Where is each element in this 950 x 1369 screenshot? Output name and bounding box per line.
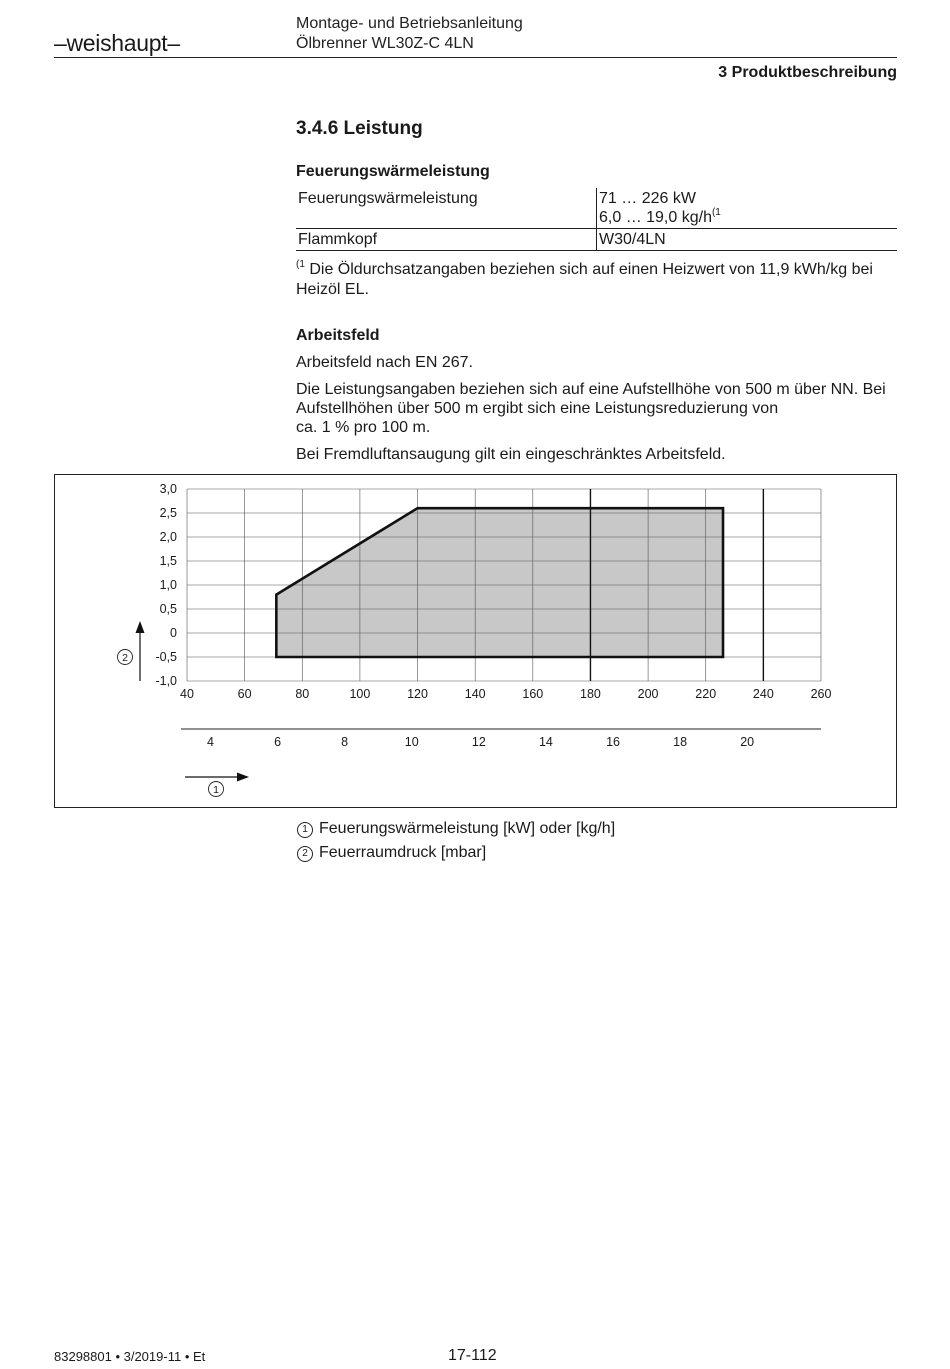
x-tick-label: 60 [237, 687, 252, 701]
x-tick-label: 80 [295, 687, 310, 701]
secondary-x-tick-label: 4 [207, 735, 214, 749]
header-rule [54, 57, 897, 58]
y-tick-label: 1,0 [159, 578, 177, 592]
footnote: $^{(1}$ Die Öldurchsatzangaben beziehen sich auf einen Heizwert von 11,9 kWh/kg bei [296, 258, 873, 278]
working-field-area [276, 508, 723, 657]
y-tick-label: 0,5 [159, 602, 177, 616]
oil-throughput: 6,0 … 19,0 $kg/h^{(1}$ [599, 206, 721, 226]
x-tick-label: 220 [695, 687, 717, 701]
footnote-ref: (1 [711, 206, 721, 218]
working-field-chart [55, 475, 896, 807]
x-tick-label: 180 [580, 687, 601, 701]
table-row [296, 188, 897, 229]
y-tick-label: -1,0 [155, 674, 177, 688]
x-axis-marker-label: 1 [213, 784, 219, 796]
x-tick-label: 240 [752, 687, 774, 701]
secondary-x-tick-label: 16 [606, 735, 620, 749]
paragraph-altitude-line1: Die Leistungsangaben beziehen sich auf eine Aufstellhöhe von 500 m über NN. Bei [296, 381, 886, 398]
table-cell-value: W30/4LN [597, 229, 898, 251]
legend-item-1: 1 Feuerungswärmeleistung [kW] oder [kg/h] [297, 820, 615, 838]
x-axis-arrow-head [237, 773, 249, 782]
secondary-x-tick-label: 8 [341, 735, 349, 749]
marker-circle: 2 [297, 846, 313, 862]
y-tick-label: 1,5 [159, 554, 177, 568]
table-row [296, 229, 897, 251]
x-tick-label: 260 [810, 687, 832, 701]
x-tick-label: 100 [349, 687, 371, 701]
marker-circle: 1 [297, 822, 313, 838]
heat-output-kw: 71 … 226 kW [599, 190, 696, 207]
secondary-x-tick-label: 14 [538, 735, 553, 749]
paragraph-external-air: Bei Fremdluftansaugung gilt ein eingeschränktes Arbeitsfeld. [296, 446, 726, 463]
paragraph-altitude-line2: Aufstellhöhen über 500 m ergibt sich eine Leistungsreduzierung von [296, 400, 779, 417]
x-tick-label: 120 [407, 687, 428, 701]
paragraph-altitude-line3: ca. 1 % pro 100 m. [296, 419, 431, 436]
y-tick-label: 0 [170, 626, 177, 640]
subheading-heat-output: Feuerungswärmeleistung [296, 163, 490, 180]
x-tick-label: 160 [522, 687, 544, 701]
document-type: Montage- und Betriebsanleitung [296, 15, 523, 32]
x-tick-label: 140 [464, 687, 486, 701]
secondary-x-tick-label: 6 [274, 735, 282, 749]
working-field-figure [54, 474, 897, 808]
page-number: 17-112 [448, 1347, 497, 1364]
x-tick-label: 200 [637, 687, 659, 701]
table-cell-value [597, 188, 898, 229]
paragraph-standard: Arbeitsfeld nach EN 267. [296, 354, 473, 371]
x-tick-label: 40 [180, 687, 194, 701]
product-name: Ölbrenner WL30Z-C 4LN [296, 35, 474, 52]
document-number: 83298801 • 3/2019-11 • Et [54, 1349, 206, 1364]
table-cell-label: Flammkopf [296, 229, 597, 251]
secondary-x-tick-label: 12 [471, 735, 486, 749]
chapter-title: 3 Produktbeschreibung [718, 64, 897, 81]
y-axis-marker-label: 2 [122, 652, 128, 664]
y-tick-label: -0,5 [155, 650, 177, 664]
table-cell-label: Feuerungswärmeleistung [296, 188, 597, 229]
footnote-continuation: Heizöl EL. [296, 281, 369, 298]
y-tick-label: 2,0 [159, 530, 177, 544]
spec-table [296, 188, 897, 251]
y-tick-label: 3,0 [159, 482, 177, 496]
brand-logo: –weishaupt– [54, 30, 180, 56]
secondary-x-tick-label: 18 [673, 735, 688, 749]
secondary-x-tick-label: 10 [404, 735, 419, 749]
section-title: 3.4.6 Leistung [296, 118, 423, 139]
secondary-x-tick-label: 20 [740, 735, 755, 749]
y-axis-arrow-head [136, 621, 145, 633]
y-tick-label: 2,5 [159, 506, 177, 520]
legend-item-2: 2 Feuerraumdruck [mbar] [297, 844, 486, 862]
subheading-working-field: Arbeitsfeld [296, 327, 380, 344]
